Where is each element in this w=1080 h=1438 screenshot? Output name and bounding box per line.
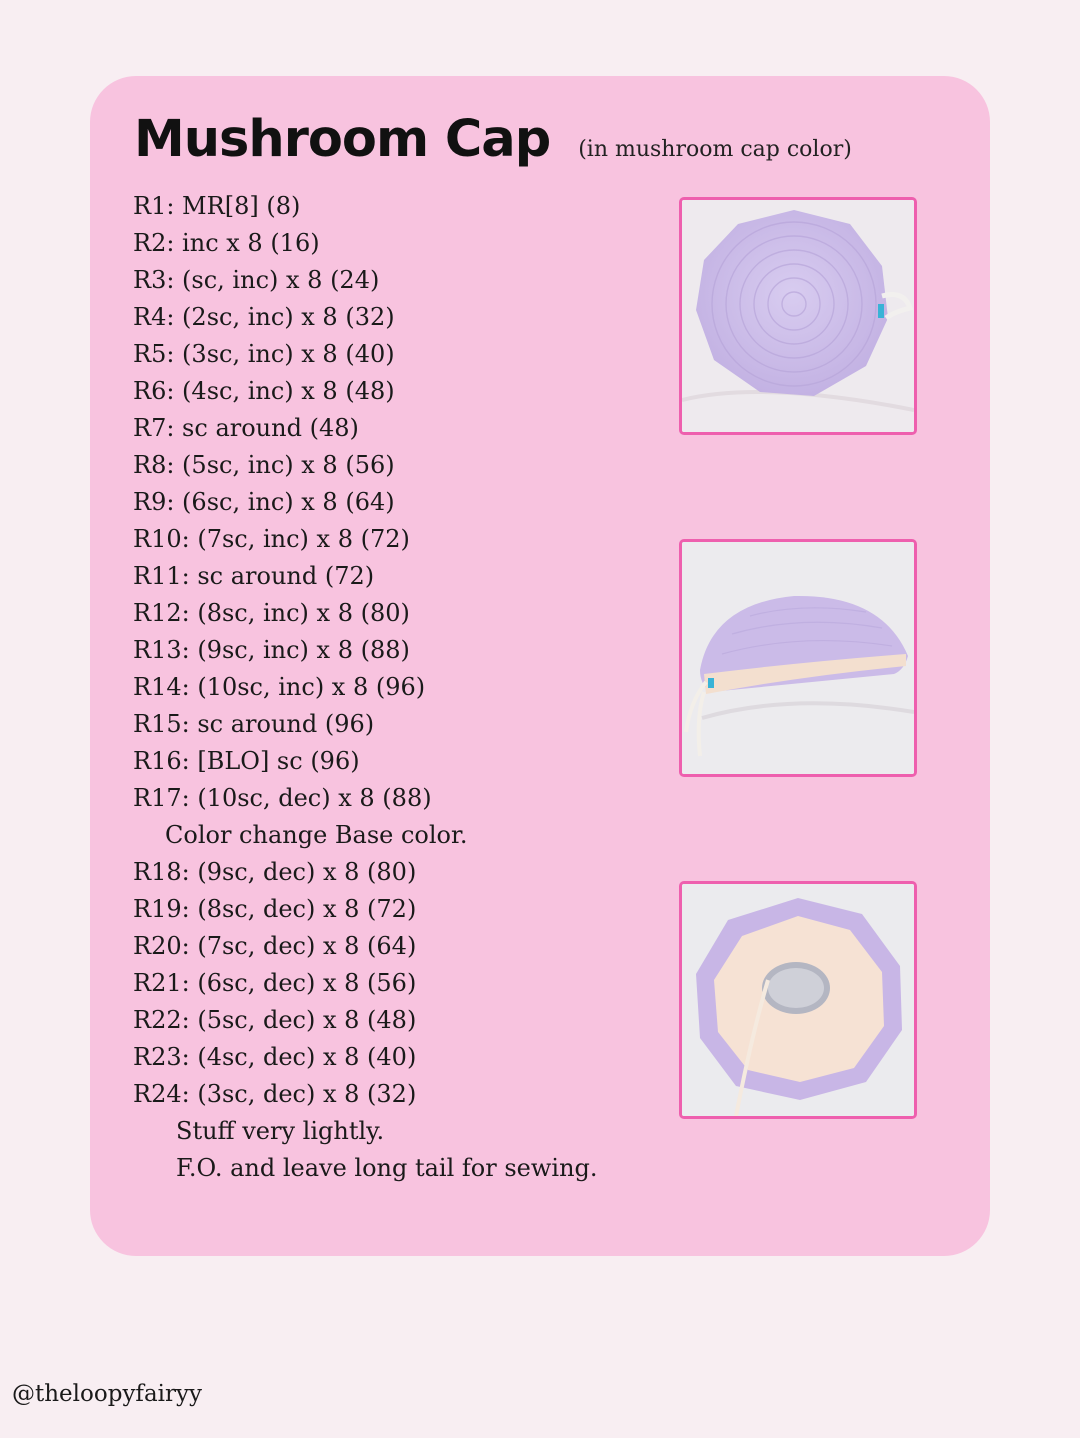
step-r3: R3: (sc, inc) x 8 (24) (133, 266, 380, 294)
step-r21: R21: (6sc, dec) x 8 (56) (133, 969, 417, 997)
step-r23: R23: (4sc, dec) x 8 (40) (133, 1043, 417, 1071)
photo-cap-top-view (679, 197, 917, 435)
step-r15: R15: sc around (96) (133, 710, 375, 738)
step-note-finish: F.O. and leave long tail for sewing. (176, 1154, 598, 1182)
step-r8: R8: (5sc, inc) x 8 (56) (133, 451, 395, 479)
step-r20: R20: (7sc, dec) x 8 (64) (133, 932, 417, 960)
step-r17: R17: (10sc, dec) x 8 (88) (133, 784, 432, 812)
step-r16: R16: [BLO] sc (96) (133, 747, 360, 775)
step-r13: R13: (9sc, inc) x 8 (88) (133, 636, 410, 664)
step-r12: R12: (8sc, inc) x 8 (80) (133, 599, 410, 627)
photo-cap-underside-view (679, 881, 917, 1119)
cap-side-illustration (682, 542, 914, 774)
step-r6: R6: (4sc, inc) x 8 (48) (133, 377, 395, 405)
step-r1: R1: MR[8] (8) (133, 192, 301, 220)
photo-cap-side-view (679, 539, 917, 777)
author-handle: @theloopyfairyy (12, 1381, 202, 1407)
step-r7: R7: sc around (48) (133, 414, 359, 442)
step-r18: R18: (9sc, dec) x 8 (80) (133, 858, 417, 886)
step-r10: R10: (7sc, inc) x 8 (72) (133, 525, 410, 553)
pattern-steps (133, 188, 598, 1187)
page-subtitle: (in mushroom cap color) (578, 137, 852, 162)
step-r4: R4: (2sc, inc) x 8 (32) (133, 303, 395, 331)
pattern-card (90, 76, 990, 1256)
title-row (134, 110, 852, 169)
step-r2: R2: inc x 8 (16) (133, 229, 320, 257)
step-r24: R24: (3sc, dec) x 8 (32) (133, 1080, 417, 1108)
step-r22: R22: (5sc, dec) x 8 (48) (133, 1006, 417, 1034)
page-title: Mushroom Cap (134, 110, 551, 169)
step-r19: R19: (8sc, dec) x 8 (72) (133, 895, 417, 923)
step-r9: R9: (6sc, inc) x 8 (64) (133, 488, 395, 516)
cap-underside-illustration (682, 884, 914, 1116)
cap-top-illustration (682, 200, 914, 432)
step-note-stuff: Stuff very lightly. (176, 1117, 385, 1145)
step-note-color-change: Color change Base color. (165, 821, 468, 849)
step-r11: R11: sc around (72) (133, 562, 375, 590)
step-r5: R5: (3sc, inc) x 8 (40) (133, 340, 395, 368)
step-r14: R14: (10sc, inc) x 8 (96) (133, 673, 426, 701)
